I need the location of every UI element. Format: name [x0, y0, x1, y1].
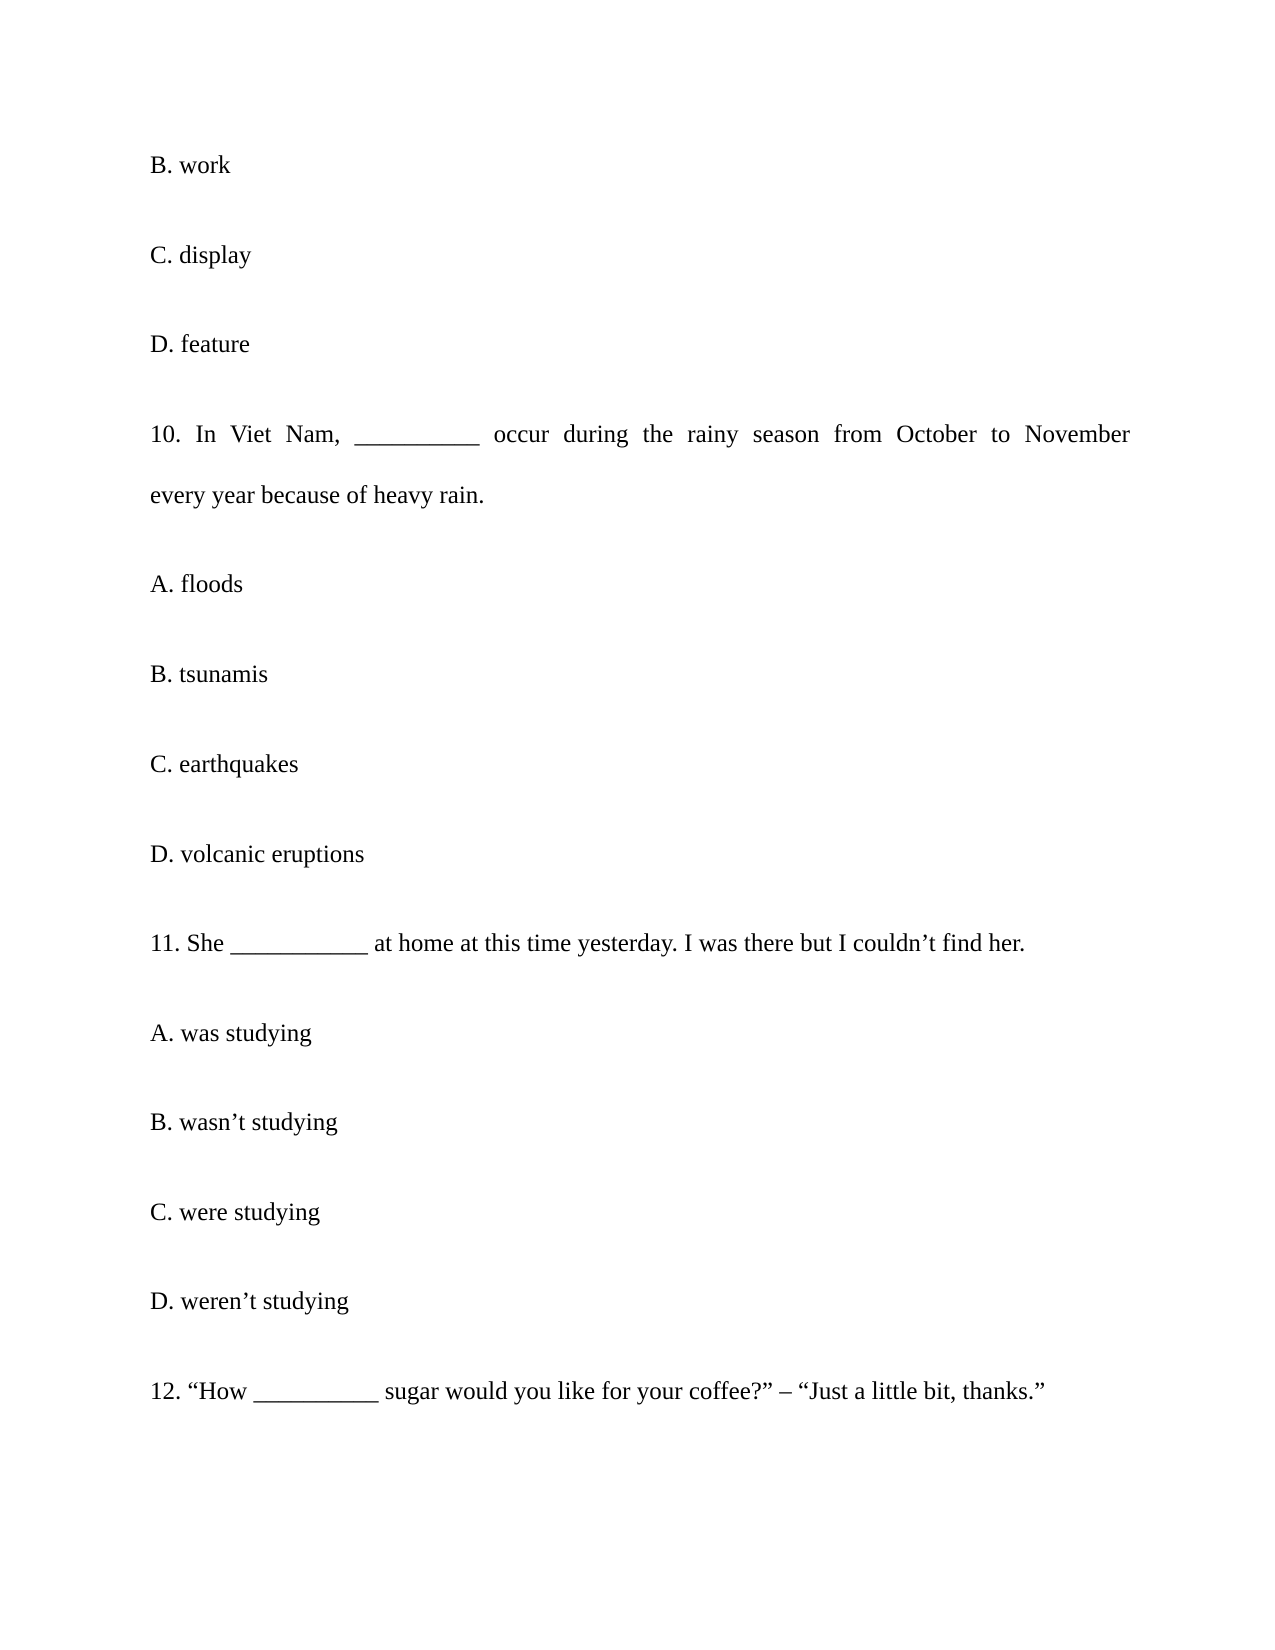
question-10-option-b: B. tsunamis: [150, 661, 269, 688]
question-11-option-a: A. was studying: [150, 1020, 312, 1047]
question-9-option-c: C. display: [150, 242, 252, 269]
question-11-option-c: C. were studying: [150, 1199, 321, 1226]
question-11-stem: 11. She ___________ at home at this time yesterday. I was there but I couldn’t find her.: [150, 930, 1026, 957]
question-11-option-d: D. weren’t studying: [150, 1288, 349, 1315]
question-10-option-d: D. volcanic eruptions: [150, 841, 365, 868]
question-10-stem-line-2: every year because of heavy rain.: [150, 482, 485, 509]
question-12-stem: 12. “How __________ sugar would you like for your coffee?” – “Just a little bit, thanks.”: [150, 1378, 1046, 1405]
question-9-option-b: B. work: [150, 152, 231, 179]
question-10-option-a: A. floods: [150, 571, 244, 598]
question-10-option-c: C. earthquakes: [150, 751, 299, 778]
question-10-stem-line-1: 10. In Viet Nam, __________ occur during the rainy season from October to November: [150, 421, 1130, 448]
question-9-option-d: D. feature: [150, 331, 250, 358]
question-11-option-b: B. wasn’t studying: [150, 1109, 338, 1136]
